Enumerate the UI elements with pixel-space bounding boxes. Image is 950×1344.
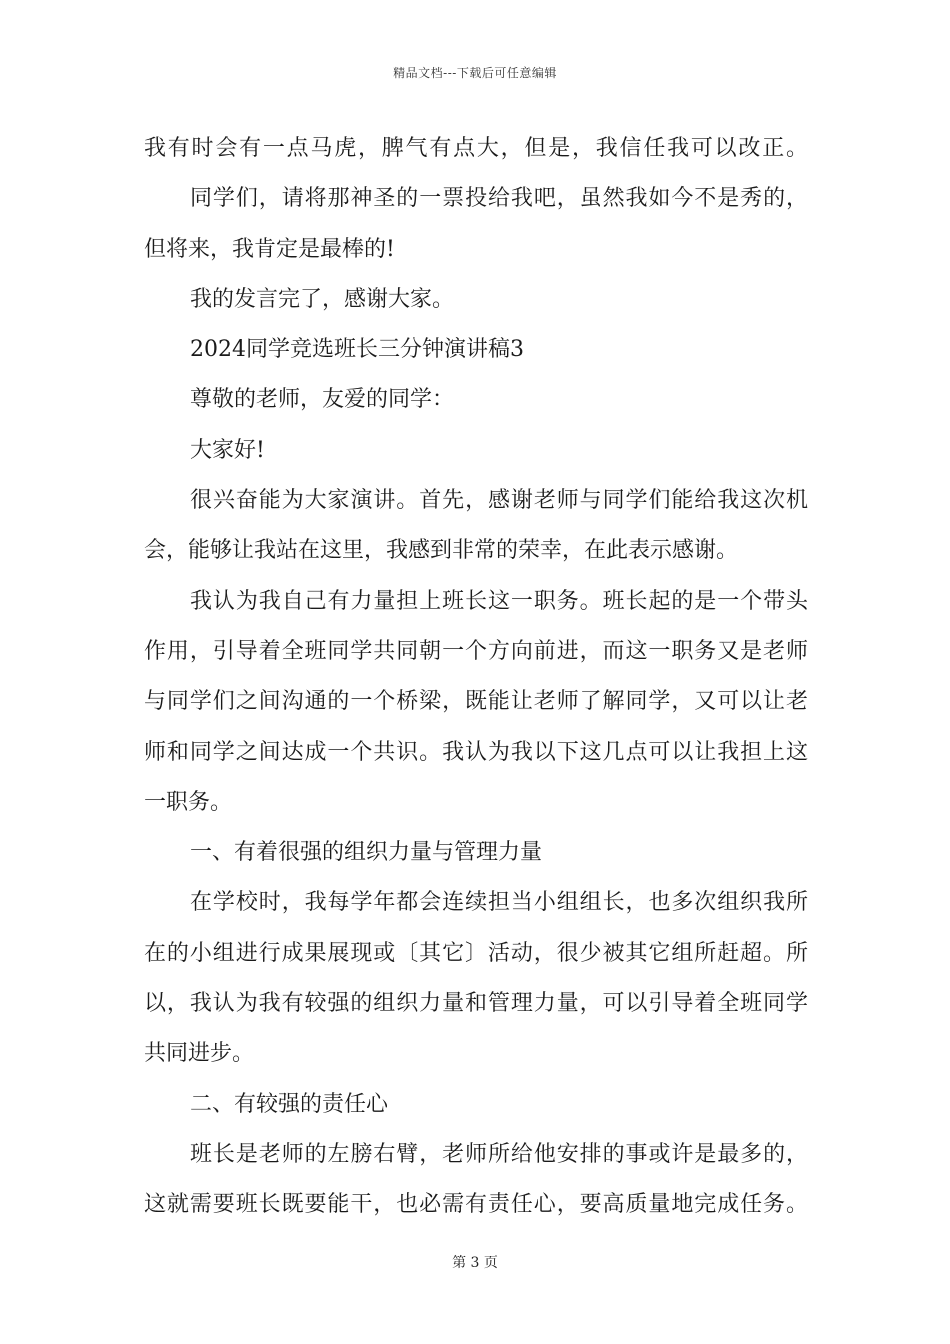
page-header: 精品文档---下载后可任意编辑: [393, 66, 557, 80]
paragraph-start: 同学们，请将那神圣的一票投给我吧，虽然我如今不是秀的，: [190, 186, 808, 212]
page-number: 第 3 页: [452, 1255, 498, 1271]
text-line: 这就需要班长既要能干，也必需有责任心，要高质量地完成任务。: [144, 1192, 808, 1218]
text-line: 共同进步。: [144, 1041, 255, 1067]
text-line: 但将来，我肯定是最棒的!: [144, 236, 395, 262]
greeting: 大家好!: [190, 437, 265, 463]
text-line: 以，我认为我有较强的组织力量和管理力量，可以引导着全班同学: [144, 991, 808, 1017]
paragraph-start: 很兴奋能为大家演讲。首先，感谢老师与同学们能给我这次机: [190, 488, 808, 514]
text-line: 作用，引导着全班同学共同朝一个方向前进，而这一职务又是老师: [144, 638, 808, 664]
salutation: 尊敬的老师，友爱的同学：: [190, 387, 455, 413]
text-line: 在的小组进行成果展现或〔其它〕活动，很少被其它组所赶超。所: [144, 940, 808, 966]
paragraph-start: 我认为我自己有力量担上班长这一职务。班长起的是一个带头: [190, 588, 808, 614]
text-line: 我有时会有一点马虎，脾气有点大，但是，我信任我可以改正。: [144, 136, 808, 161]
paragraph-start: 我的发言完了，感谢大家。: [190, 286, 455, 312]
paragraph-start: 班长是老师的左膀右臂，老师所给他安排的事或许是最多的，: [190, 1141, 808, 1167]
text-line: 会，能够让我站在这里，我感到非常的荣幸，在此表示感谢。: [144, 538, 739, 564]
list-heading: 一、有着很强的组织力量与管理力量: [190, 840, 543, 866]
text-line: 师和同学之间达成一个共识。我认为我以下这几点可以让我担上这: [144, 739, 808, 765]
document-body: [144, 124, 808, 1231]
paragraph-start: 在学校时，我每学年都会连续担当小组组长，也多次组织我所: [190, 890, 808, 916]
list-heading: 二、有较强的责任心: [190, 1091, 389, 1117]
section-title: 2024同学竞选班长三分钟演讲稿3: [190, 337, 524, 363]
text-line: 与同学们之间沟通的一个桥梁，既能让老师了解同学，又可以让老: [144, 689, 808, 715]
text-line: 一职务。: [144, 789, 233, 815]
